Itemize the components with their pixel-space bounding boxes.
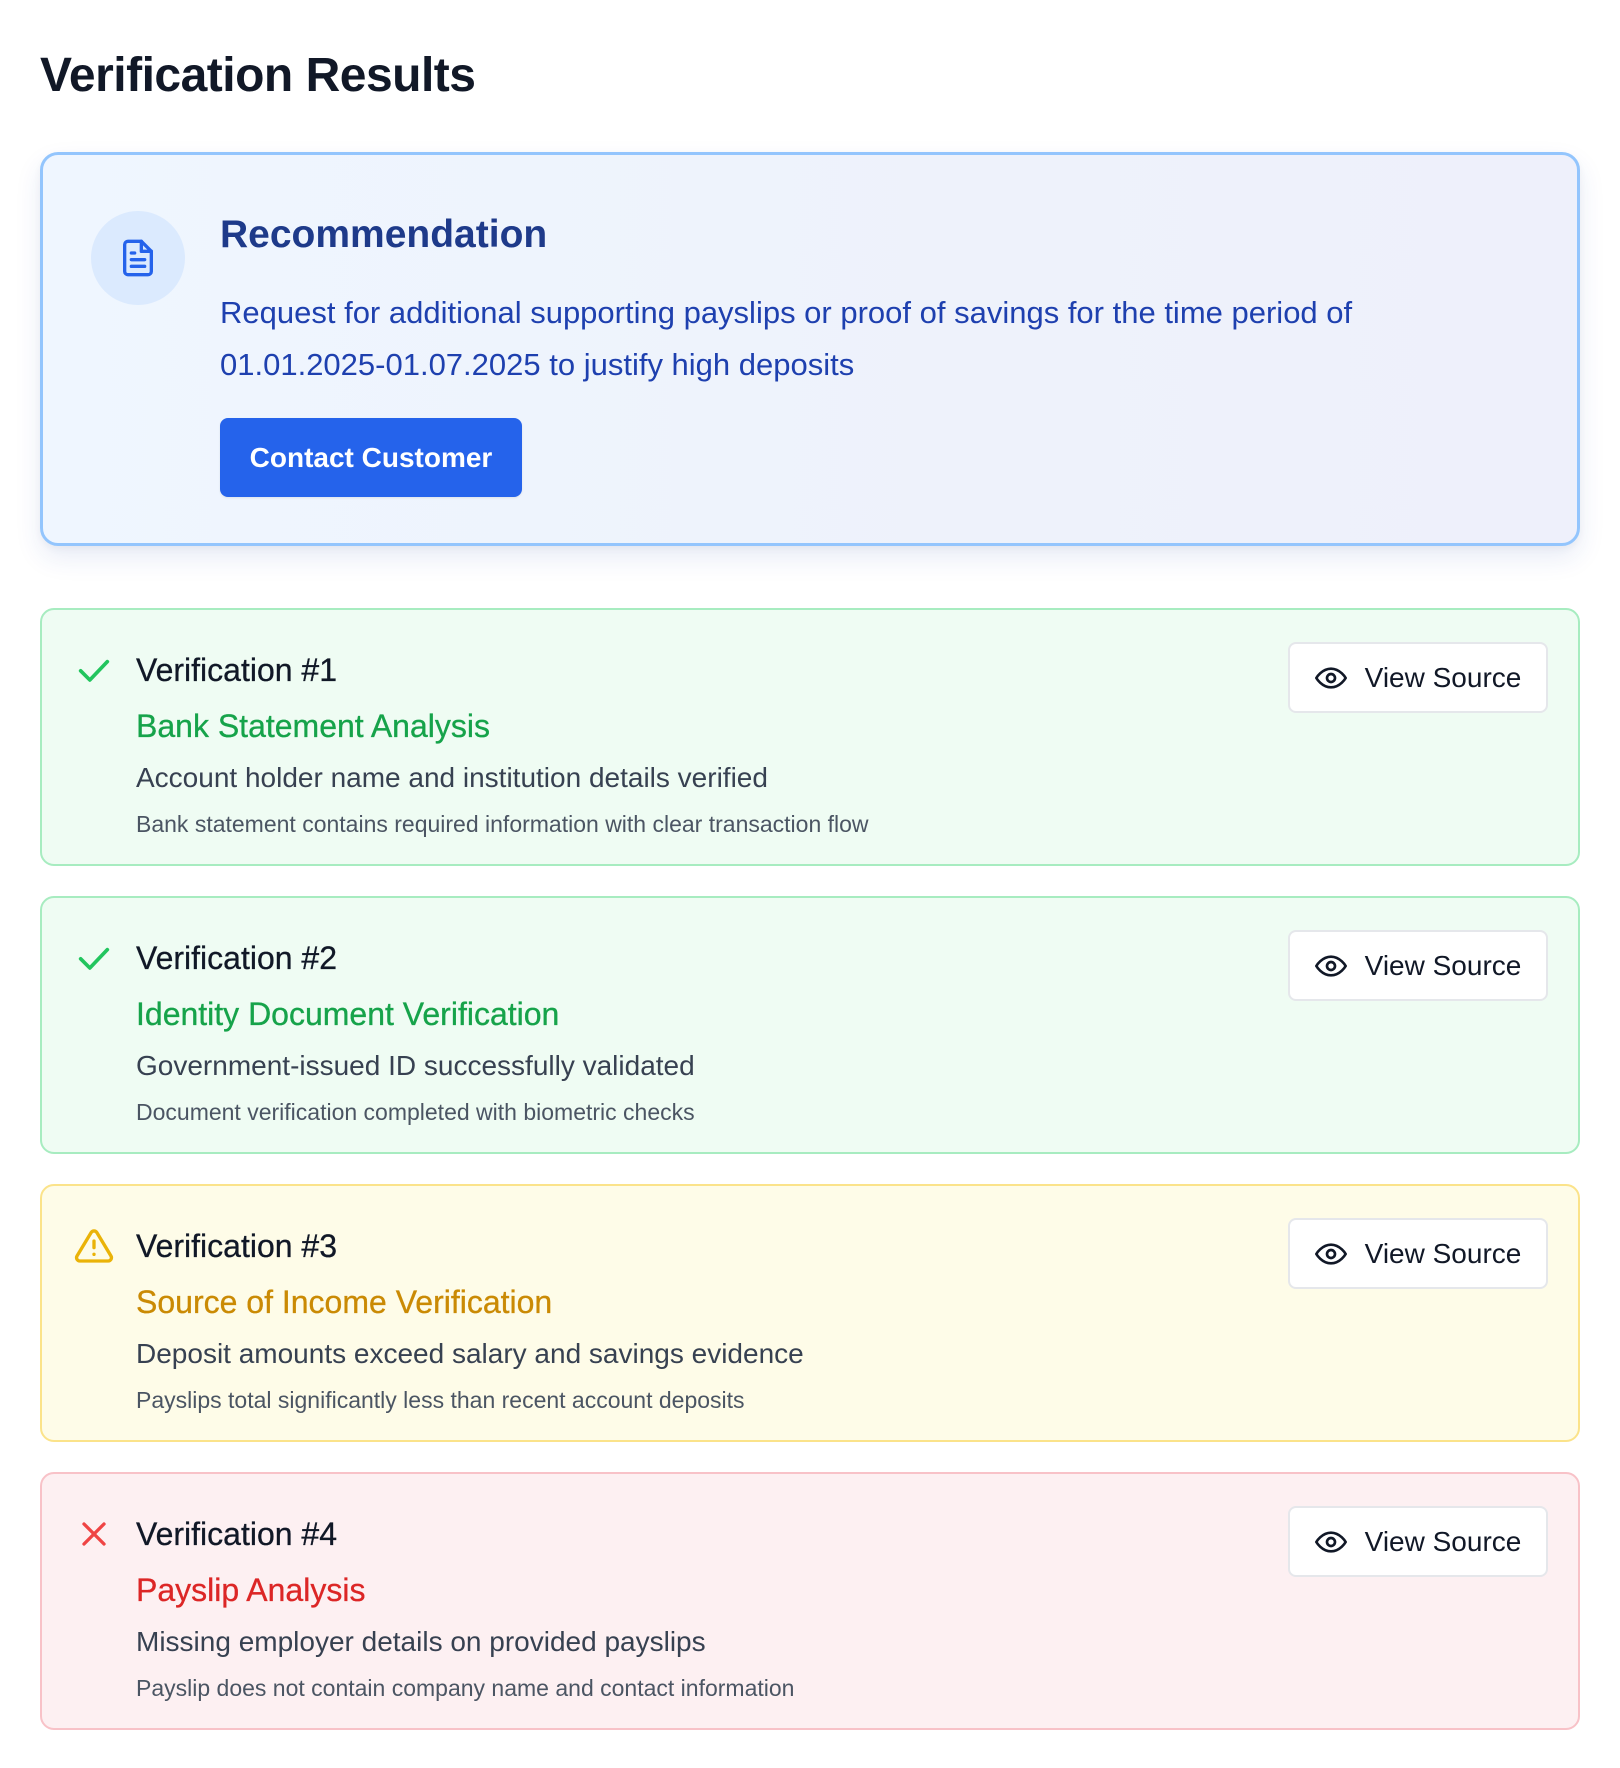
verification-card-3 [40, 1184, 1580, 1442]
verification-number: Verification #4 [136, 1516, 338, 1552]
verification-detail: Payslip does not contain company name and contact information [136, 1675, 795, 1701]
recommendation-text: Request for additional supporting payslips or proof of savings for the time period of 01.01.2025-01.07.2025 to justify high deposits [220, 295, 1353, 382]
view-source-button[interactable] [1288, 1218, 1548, 1289]
document-icon [118, 236, 158, 280]
verification-number: Verification #1 [136, 652, 338, 688]
verification-description: Account holder name and institution details verified [136, 762, 768, 793]
verification-description: Government-issued ID successfully validated [136, 1050, 695, 1081]
contact-customer-button[interactable]: Contact Customer [220, 418, 522, 497]
recommendation-title: Recommendation [220, 213, 548, 256]
verification-number: Verification #3 [136, 1228, 338, 1264]
verification-title: Bank Statement Analysis [136, 708, 490, 744]
verification-detail: Document verification completed with biometric checks [136, 1099, 695, 1125]
view-source-label: View Source [1364, 949, 1522, 981]
verification-card-2 [40, 896, 1580, 1154]
verification-description: Missing employer details on provided payslips [136, 1626, 706, 1657]
verification-detail: Payslips total significantly less than recent account deposits [136, 1387, 745, 1413]
view-source-button[interactable] [1288, 930, 1548, 1001]
verification-card-1 [40, 608, 1580, 866]
verification-title: Payslip Analysis [136, 1572, 366, 1608]
view-source-label: View Source [1364, 661, 1522, 693]
eye-icon [1315, 1238, 1347, 1270]
page-title: Verification Results [40, 49, 476, 102]
eye-icon [1315, 1526, 1347, 1558]
recommendation-card [40, 152, 1580, 546]
warning-triangle-icon [74, 1226, 114, 1266]
view-source-label: View Source [1364, 1237, 1522, 1269]
verification-card-4 [40, 1472, 1580, 1730]
eye-icon [1315, 662, 1347, 694]
check-icon [74, 938, 114, 978]
verification-title: Identity Document Verification [136, 996, 560, 1032]
eye-icon [1315, 950, 1347, 982]
view-source-button[interactable] [1288, 1506, 1548, 1577]
x-icon [74, 1514, 114, 1554]
view-source-button[interactable] [1288, 642, 1548, 713]
check-icon [74, 650, 114, 690]
recommendation-icon-badge [91, 211, 185, 305]
view-source-label: View Source [1364, 1525, 1522, 1557]
verification-description: Deposit amounts exceed salary and savings evidence [136, 1338, 804, 1369]
verification-title: Source of Income Verification [136, 1284, 553, 1320]
verification-detail: Bank statement contains required information with clear transaction flow [136, 811, 869, 837]
verification-number: Verification #2 [136, 940, 338, 976]
